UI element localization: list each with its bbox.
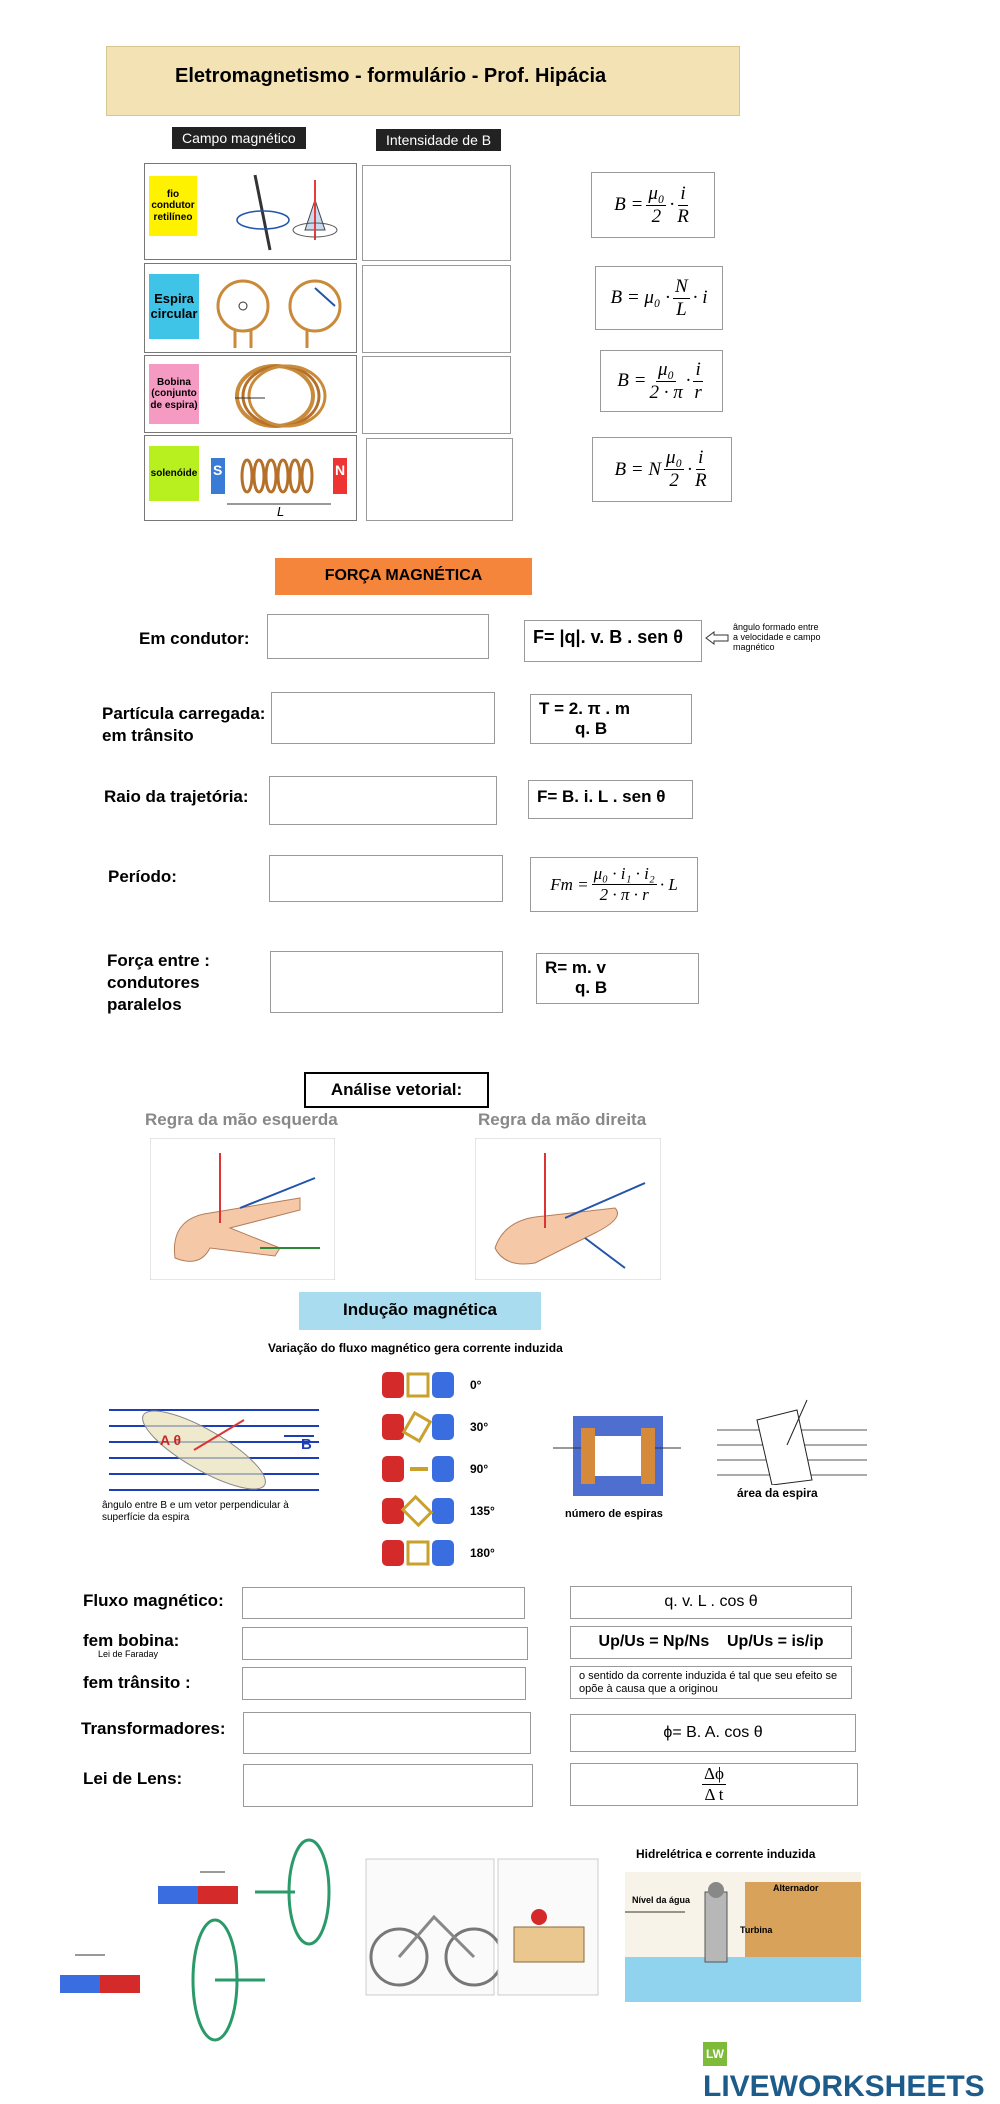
bobina-figure <box>144 355 357 433</box>
intensidade-label: Intensidade de B <box>376 129 501 151</box>
dynamo-illustration <box>364 1857 599 1997</box>
solenoide-n: N <box>335 462 346 478</box>
hydro-illustration <box>625 1872 861 2002</box>
answer-fem-bobina[interactable] <box>242 1627 528 1660</box>
vetorial-heading: Análise vetorial: <box>304 1072 489 1108</box>
flux-letter-a: A θ <box>160 1432 182 1448</box>
flux-letter-b: B <box>301 1436 312 1453</box>
espiras-caption: número de espiras <box>565 1508 663 1520</box>
faraday-note: Lei de Faraday <box>98 1649 159 1659</box>
answer-lens[interactable] <box>243 1764 533 1807</box>
answer-periodo[interactable] <box>269 855 503 902</box>
lens-statement: o sentido da corrente induzida é tal que seu efeito se opõe à causa que a originou <box>570 1666 852 1699</box>
formula-r-top: R= m. v <box>545 958 606 977</box>
formula-r-bot: q. B <box>575 978 608 997</box>
formula-phi: ϕ= B. A. cos θ <box>570 1714 856 1752</box>
espira-figure <box>144 263 357 353</box>
angle-sequence <box>380 1368 470 1578</box>
campo-label: Campo magnético <box>172 127 306 149</box>
formula-em-condutor: F= |q|. v. B . sen θ <box>524 620 702 662</box>
logo-text: LIVEWORKSHEETS <box>703 2070 985 2103</box>
formula-fio-num2: i <box>680 182 686 204</box>
answer-espira[interactable] <box>362 265 511 353</box>
formula-fio-den: 2 <box>651 205 662 227</box>
angle-90: 90° <box>470 1462 489 1476</box>
formula-bobina-lhs: B = <box>617 370 647 391</box>
solenoide-figure <box>144 435 357 521</box>
formula-f-bil: F= B. i. L . sen θ <box>528 780 693 819</box>
formula-raio-r <box>536 953 699 1004</box>
label-fluxo: Fluxo magnético: <box>83 1591 224 1610</box>
formula-fio-lhs: B = <box>614 194 644 215</box>
formula-fm-rhs: · L <box>659 874 678 894</box>
hydro-alternator: Alternador <box>773 1883 819 1893</box>
answer-transformadores[interactable] <box>243 1712 531 1754</box>
page-title: Eletromagnetismo - formulário - Prof. Hipácia <box>106 46 740 116</box>
formula-espira <box>595 266 723 330</box>
espira-illustration <box>205 268 355 350</box>
label-particula: Partícula carregada: em trânsito <box>102 704 266 746</box>
mao-direita-label: Regra da mão direita <box>478 1110 647 1129</box>
formula-bobina-num: μ₀ <box>658 358 675 380</box>
flux-caption: ângulo entre B e um vetor perpendicular à superfície da espira <box>102 1500 289 1523</box>
delta-phi-den: Δ t <box>704 1785 724 1804</box>
transformer-illustration <box>553 1408 683 1506</box>
formula-solenoide-den2: R <box>694 470 707 491</box>
formula-bobina-den2: r <box>694 381 702 403</box>
formula-qvl: q. v. L . cos θ <box>570 1586 852 1619</box>
formula-fio-num: μ₀ <box>648 182 665 204</box>
answer-fio[interactable] <box>362 165 511 261</box>
left-hand-illustration <box>150 1138 335 1280</box>
label-lens: Lei de Lens: <box>83 1769 183 1788</box>
bobina-tag: Bobina (conjunto de espira) <box>149 364 199 424</box>
formula-fio <box>591 172 715 238</box>
bobina-illustration <box>205 358 355 432</box>
label-fem-bobina: fem bobina: <box>83 1631 180 1650</box>
espira-tag: Espira circular <box>149 274 199 339</box>
area-illustration <box>717 1395 867 1485</box>
formula-t-top: T = 2. π . m <box>539 699 630 718</box>
formula-solenoide-den: 2 <box>669 470 679 491</box>
answer-forca-entre[interactable] <box>270 951 503 1013</box>
formula-up-us: Up/Us = Np/Ns Up/Us = is/ip <box>570 1626 852 1659</box>
area-caption: área da espira <box>737 1486 818 1500</box>
label-forca-entre: Força entre : condutores paralelos <box>107 951 210 1015</box>
angle-note: ângulo formado entre a velocidade e campo magnético <box>733 622 821 652</box>
formula-fio-mid: · <box>669 194 675 215</box>
formula-espira-num: N <box>675 275 688 297</box>
solenoide-s: S <box>213 462 223 478</box>
label-em-condutor: Em condutor: <box>139 629 250 648</box>
label-raio: Raio da trajetória: <box>104 787 249 806</box>
formula-bobina-mid: · <box>685 370 691 391</box>
fio-figure <box>144 163 357 260</box>
delta-phi-num: Δϕ <box>704 1764 724 1783</box>
fio-tag: fio condutor retilíneo <box>149 176 197 236</box>
right-hand-illustration <box>475 1138 661 1280</box>
formula-bobina <box>600 350 723 412</box>
hydro-title: Hidrelétrica e corrente induzida <box>636 1847 816 1861</box>
forca-heading: FORÇA MAGNÉTICA <box>275 558 532 595</box>
label-periodo: Período: <box>108 867 177 886</box>
formula-solenoide-mid: · <box>687 458 692 480</box>
formula-fm-den: 2 · π · r <box>599 885 649 904</box>
formula-bobina-den: 2 · π <box>649 381 683 403</box>
answer-raio[interactable] <box>269 776 497 825</box>
angle-135: 135° <box>470 1504 495 1518</box>
hydro-water: Nível da água <box>632 1895 691 1905</box>
formula-espira-mid: · i <box>692 287 708 308</box>
angle-30: 30° <box>470 1420 489 1434</box>
formula-periodo-t <box>530 694 692 744</box>
magnet-loops-illustration <box>55 1830 340 2045</box>
flux-angle-illustration <box>104 1400 324 1500</box>
formula-delta-phi <box>570 1763 858 1806</box>
answer-fluxo[interactable] <box>242 1587 525 1619</box>
angle-180: 180° <box>470 1546 495 1560</box>
formula-fm-lhs: Fm = <box>550 874 589 894</box>
left-arrow-icon <box>704 630 730 646</box>
fio-illustration <box>205 170 355 256</box>
formula-espira-lhs: B = μ₀ · <box>610 287 671 308</box>
answer-bobina[interactable] <box>362 356 511 434</box>
formula-solenoide-num2: i <box>698 447 704 468</box>
answer-particula[interactable] <box>271 692 495 744</box>
formula-fm <box>530 857 698 912</box>
logo-badge: LW <box>703 2042 727 2066</box>
formula-bobina-num2: i <box>695 358 701 380</box>
solenoide-l: L <box>277 504 285 519</box>
angle-0: 0° <box>470 1378 482 1392</box>
liveworksheets-logo[interactable] <box>703 2036 1000 2104</box>
formula-t-bot: q. B <box>575 719 608 738</box>
formula-espira-den: L <box>676 298 687 320</box>
formula-solenoide-num: μ₀ <box>666 447 683 468</box>
answer-em-condutor[interactable] <box>267 614 489 659</box>
formula-fm-num: μ₀ · i₁ · i₂ <box>593 864 655 883</box>
answer-fem-transito[interactable] <box>242 1667 526 1700</box>
formula-solenoide <box>592 437 732 502</box>
mao-esquerda-label: Regra da mão esquerda <box>145 1110 338 1129</box>
label-fem-transito: fem trânsito : <box>83 1673 191 1692</box>
inducao-heading: Indução magnética <box>299 1292 541 1330</box>
hydro-turbine: Turbina <box>740 1925 773 1935</box>
formula-solenoide-lhs: B = N <box>614 458 662 480</box>
solenoide-tag: solenóide <box>149 446 199 501</box>
formula-fio-den2: R <box>677 205 689 227</box>
answer-solenoide[interactable] <box>366 438 513 521</box>
inducao-subtitle: Variação do fluxo magnético gera corrente induzida <box>268 1341 563 1355</box>
label-transformadores: Transformadores: <box>81 1719 226 1738</box>
